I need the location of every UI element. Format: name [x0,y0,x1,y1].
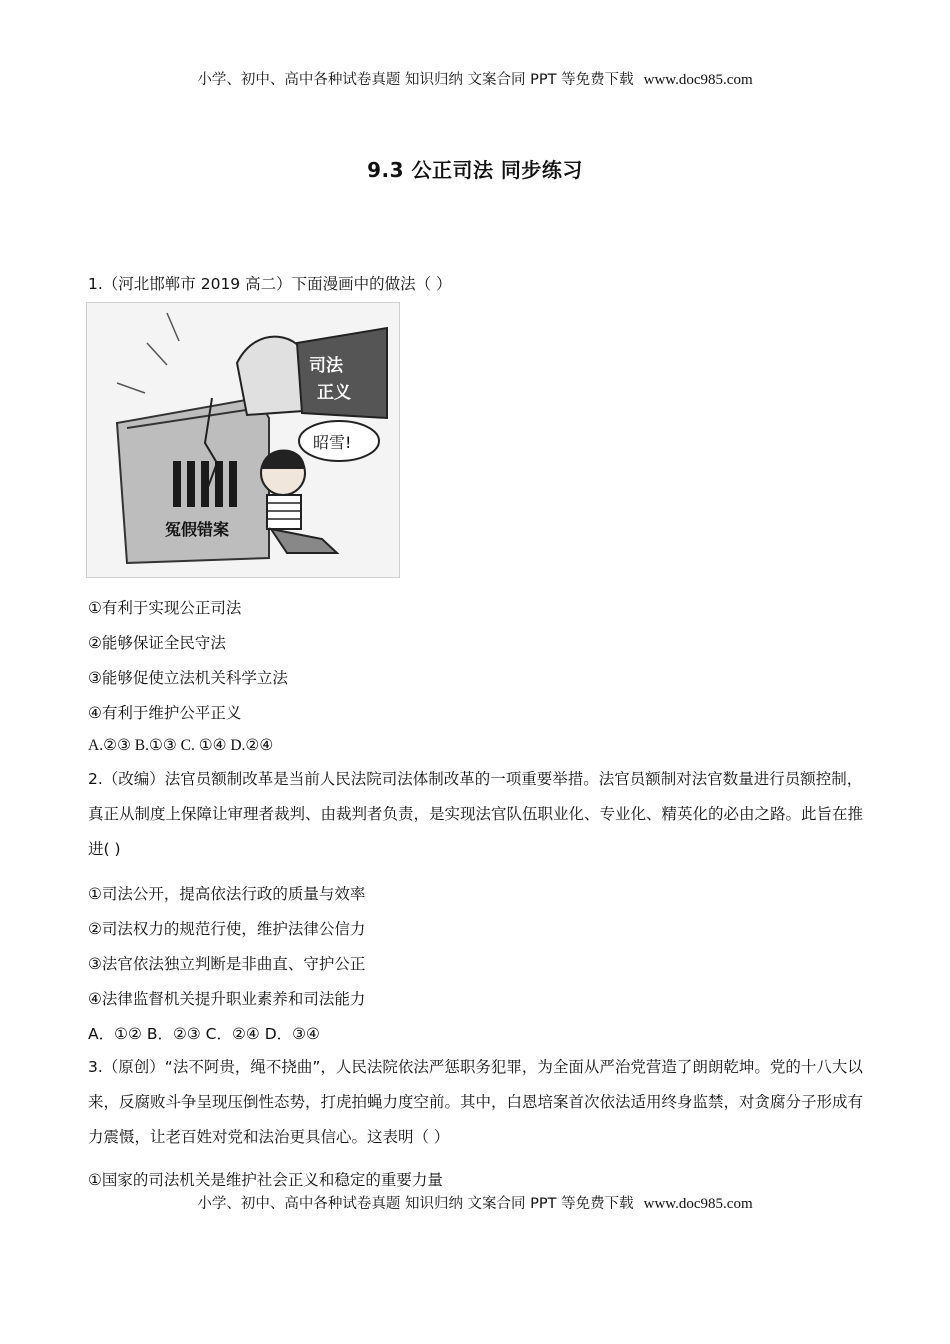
q3-option-1: ①国家的司法机关是维护社会正义和稳定的重要力量 [88,1171,443,1189]
page-header [0,68,950,89]
bubble-text: 昭雪! [313,433,352,452]
q1-cartoon-image [86,302,400,578]
banner-label-2: 正义 [317,383,351,403]
wall-label: 冤假错案 [165,520,230,539]
q1-option-3: ③能够促使立法机关科学立法 [88,669,288,687]
page-title: 9.3 公正司法 同步练习 [367,158,583,182]
q1-answers: A.②③ B.①③ C. ①④ D.②④ [88,737,274,754]
banner-label-1: 司法 [309,356,343,376]
q2-option-2: ②司法权力的规范行使，维护法律公信力 [88,920,366,938]
q3-stem: 3.（原创）“法不阿贵，绳不挠曲”，人民法院依法严惩职务犯罪，为全面从严治党营造了朗朗乾坤。党的十八大以来，反腐败斗争呈现压倒性态势，打虎拍蝇力度空前。其中，白恩培案首次依法适用终身监禁，对贪腐分子形成有力震慑，让老百姓对党和法治更具信心。这表明（ ） [88,1058,864,1146]
header-text: 小学、初中、高中各种试卷真题 知识归纳 文案合同 PPT 等免费下载 [197,72,634,88]
q2-option-1: ①司法公开，提高依法行政的质量与效率 [88,885,366,903]
page-footer [0,1192,950,1213]
q2-option-4: ④法律监督机关提升职业素养和司法能力 [88,990,366,1008]
header-url[interactable]: www.doc985.com [643,72,753,88]
q1-option-1: ①有利于实现公正司法 [88,599,242,617]
q1-stem: 1.（河北邯郸市 2019 高二）下面漫画中的做法（ ） [88,275,452,293]
q2-stem: 2.（改编）法官员额制改革是当前人民法院司法体制改革的一项重要举措。法官员额制对法官数量进行员额控制，真正从制度上保障让审理者裁判、由裁判者负责，是实现法官队伍职业化、专业化、精英化的必由之路。此旨在推进( ) [88,770,864,858]
footer-text: 小学、初中、高中各种试卷真题 知识归纳 文案合同 PPT 等免费下载 [197,1196,634,1212]
q2-answers: A．①② B．②③ C．②④ D．③④ [88,1025,320,1043]
q1-option-4: ④有利于维护公平正义 [88,704,242,722]
footer-url[interactable]: www.doc985.com [643,1196,753,1212]
q1-option-2: ②能够保证全民守法 [88,634,226,652]
q2-option-3: ③法官依法独立判断是非曲直、守护公正 [88,955,366,973]
